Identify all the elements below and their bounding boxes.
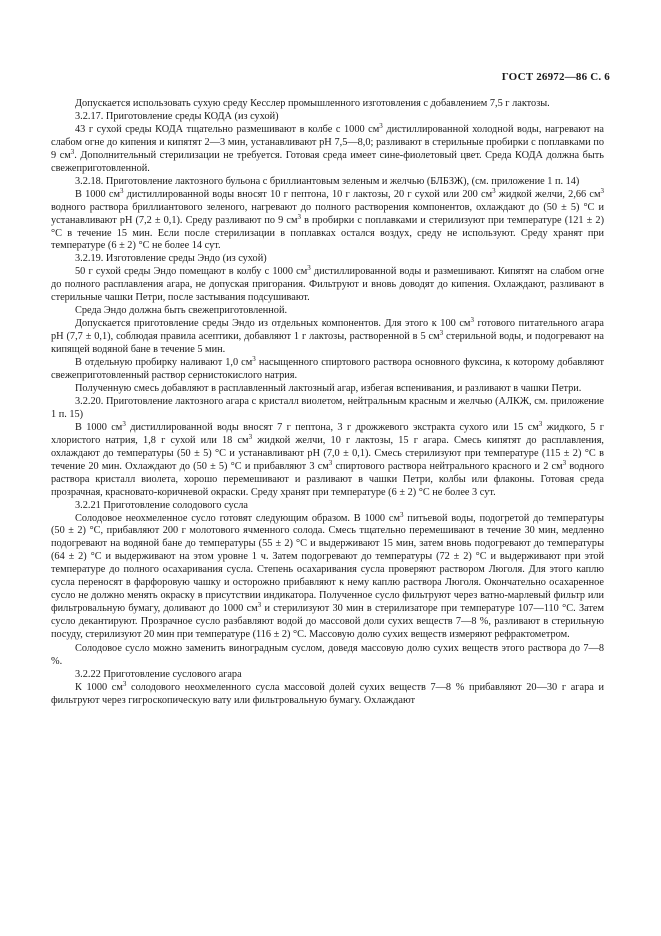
paragraph-text: дистиллированной воды вносят 10 г пептона, 10 г лактозы, 20 г сухой или 200 см bbox=[123, 188, 493, 200]
paragraph-text: 3.2.18. Приготовление лактозного бульона с бриллиантовым зеленым и желчью (БЛБЗЖ), (см. приложение 1 п. 14) bbox=[75, 175, 580, 187]
paragraph-text: В 1000 см bbox=[75, 188, 120, 200]
paragraph-text: Допускается приготовление среды Эндо из отдельных компонентов. Для этого к 100 см bbox=[75, 318, 471, 330]
paragraph-text: . Дополнительный стерилизации не требуется. Готовая среда имеет сине-фиолетовый цвет. Среда КОДА должна быть свежеприготовленной. bbox=[51, 149, 604, 174]
paragraph bbox=[51, 318, 604, 357]
superscript: 3 bbox=[248, 432, 253, 441]
paragraph bbox=[51, 111, 604, 124]
paragraph bbox=[51, 121, 604, 176]
paragraph bbox=[51, 500, 604, 513]
paragraph-text: в пробирки с поплавками и стерилизуют при температуре (121 ± 2) °С в течение 15 мин. Если после стерилизации в поплавках остался воздух, среду не используют. Среду хранят при температуре (6 ± 2) °С не более 14 сут. bbox=[51, 214, 604, 252]
paragraph-text: жидкой желчи, 2,66 см bbox=[495, 188, 601, 200]
superscript: 3 bbox=[600, 186, 604, 195]
paragraph-text: жидкого, 5 г хлористого натрия, 1,8 г сухой или 18 см bbox=[51, 421, 604, 446]
paragraph bbox=[51, 383, 604, 396]
superscript: 3 bbox=[119, 186, 124, 195]
superscript: 3 bbox=[328, 458, 333, 467]
paragraph-text: 50 г сухой среды Эндо помещают в колбу с 1000 см bbox=[75, 266, 308, 278]
superscript: 3 bbox=[307, 264, 311, 273]
paragraph bbox=[51, 98, 604, 111]
paragraph bbox=[51, 396, 604, 422]
paragraph-text: и стерилизуют 30 мин в стерилизаторе при температуре 107—110 °С. Затем сусло декантируют. Прозрачное сусло разбавляют водой до массовой доли сухих веществ 7—8 %, разливают в стерильную посуду, стерилизуют 20 мин при температуре (116 ± 2) °С. Массовую долю сухих веществ измеряют рефрактометром. bbox=[51, 603, 604, 641]
paragraph bbox=[51, 510, 604, 643]
paragraph-text: водного раствора кристалл виолета, хорошо перемешивают и разливают в чашки Петри, колбы или флаконы. Готовая среда прозрачная, красновато-коричневой окраски. Среду хранят при температуре (6 ± 2) °С не более 3 сут. bbox=[51, 460, 604, 498]
page-header: ГОСТ 26972—86 С. 6 bbox=[501, 71, 610, 83]
superscript: 3 bbox=[122, 419, 126, 428]
paragraph-text: спиртового раствора нейтрального красного и 2 см bbox=[332, 460, 563, 472]
paragraph bbox=[51, 679, 604, 708]
paragraph-text: питьевой воды, подогретой до температуры (50 ± 2) °С, прибавляют 200 г молотового ячменного солода. Смесь тщательно перемешивают в течение 30 мин, медленно подогревают на водяной бане до температуры (55 ± 2) °С и выдерживают 15 мин, затем вновь подогревают до температуры (64 ± 2) °С и выдерживают на этом уровне 1 ч. Затем подогревают до температуры (72 ± 2) °С и выдерживают при этой температуре до полного осахаривания сусла. Степень осахаривания сусла проверяют раствором Люголя. Для этого каплю сусла переносят в фарфоровую чашку и осторожно прибавляют к нему каплю раствора Люголя. Окончательно осахаренное сусло не должно менять окраску в присутствии индикатора. Полученное сусло фильтруют через ватно-марлевый фильтр или фильтровальную бумагу, доливают до 1000 см bbox=[51, 512, 604, 615]
superscript: 3 bbox=[70, 147, 75, 156]
superscript: 3 bbox=[492, 186, 496, 195]
superscript: 3 bbox=[439, 329, 444, 338]
paragraph-text: жидкой желчи, 10 г лактозы, 15 г агара. Смесь кипятят до расплавления, охлаждают до температуры (50 ± 5) °С и устанавливают рН (7,0 ± 0,1). Смесь стерилизуют при температуре (115 ± 2) °С в течение 20 мин. Охлаждают до (50 ± 5) °С и прибавляют 3 см bbox=[51, 434, 604, 472]
superscript: 3 bbox=[470, 316, 474, 325]
paragraph-text: солодового неохмеленного сусла массовой долей сухих веществ 7—8 % прибавляют 20—30 г агара и фильтруют через гигроскопическую вату или фильтровальную бумагу. Охлаждают bbox=[51, 681, 604, 706]
paragraph bbox=[51, 357, 604, 383]
paragraph-text: насыщенного спиртового раствора основного фуксина, к которому добавляют свежеприготовленный раствор сернистокислого натрия. bbox=[51, 357, 605, 382]
paragraph-text: дистиллированной холодной воды, нагревают на слабом огне до кипения и кипятят 2—3 мин, устанавливают рН 7,5—8,0; разливают в стерильные пробирки с поплавками по 9 см bbox=[51, 123, 604, 161]
superscript: 3 bbox=[252, 355, 256, 364]
paragraph-text: готового питательного агара рН (7,7 ± 0,1), соблюдая правила асептики, добавляют 1 г лактозы, растворенной в 5 см bbox=[51, 318, 604, 343]
paragraph-text: 3.2.17. Приготовление среды КОДА (из сухой) bbox=[75, 110, 279, 122]
document-body bbox=[51, 98, 604, 708]
paragraph-text: Солодовое сусло можно заменить виноградным суслом, доведя массовую долю сухих веществ этого раствора до 7—8 %. bbox=[51, 643, 604, 667]
paragraph-text: К 1000 см bbox=[75, 681, 123, 693]
paragraph-text: стерильной воды, и подогревают на кипящей водяной бане в течение 5 мин. bbox=[51, 331, 605, 356]
superscript: 3 bbox=[297, 212, 301, 221]
paragraph-text: 3.2.22 Приготовление суслового агара bbox=[75, 668, 242, 680]
paragraph-text: Полученную смесь добавляют в расплавленный лактозный агар, избегая вспенивания, и разливают в чашки Петри. bbox=[75, 382, 582, 394]
paragraph-text: 3.2.19. Изготовление среды Эндо (из сухой) bbox=[75, 253, 267, 265]
superscript: 3 bbox=[400, 510, 404, 519]
paragraph-text: дистиллированной воды вносят 7 г пептона, 3 г дрожжевого экстракта сухого или 15 см bbox=[125, 421, 539, 433]
paragraph bbox=[51, 419, 604, 500]
paragraph bbox=[51, 669, 604, 682]
paragraph-text: В отдельную пробирку наливают 1,0 см bbox=[75, 357, 253, 369]
superscript: 3 bbox=[379, 121, 383, 130]
paragraph bbox=[51, 253, 604, 266]
paragraph-text: 3.2.20. Приготовление лактозного агара с кристалл виолетом, нейтральным красным и желчью (АЛКЖ, см. приложение 1 п. 15) bbox=[51, 395, 604, 420]
paragraph-text: Солодовое неохмеленное сусло готовят следующим образом. В 1000 см bbox=[75, 512, 400, 524]
paragraph-text: дистиллированной воды и размешивают. Кипятят на слабом огне до полного расплавления агара, не допуская пригорания. Фильтруют и вновь доводят до кипения. Охлаждают, разливают в стерильные чашки Петри, после застывания подсушивают. bbox=[51, 266, 605, 304]
paragraph bbox=[51, 186, 604, 254]
superscript: 3 bbox=[257, 601, 262, 610]
paragraph bbox=[51, 176, 604, 189]
superscript: 3 bbox=[538, 419, 543, 428]
paragraph-text: В 1000 см bbox=[75, 421, 123, 433]
paragraph-text: 3.2.21 Приготовление солодового сусла bbox=[75, 499, 248, 511]
paragraph bbox=[51, 266, 604, 305]
paragraph bbox=[51, 643, 604, 669]
paragraph-text: водного раствора бриллиантового зеленого, нагревают до полного растворения компонентов, охлаждают до (50 ± 5) °С и устанавливают рН (7,2 ± 0,1). Среду разливают по 9 см bbox=[51, 201, 604, 226]
paragraph bbox=[51, 305, 604, 318]
paragraph-text: Допускается использовать сухую среду Кесслер промышленного изготовления с добавлением 7,5 г лактозы. bbox=[75, 98, 550, 109]
paragraph-text: Среда Эндо должна быть свежеприготовленной. bbox=[75, 305, 288, 317]
superscript: 3 bbox=[562, 458, 567, 467]
paragraph-text: 43 г сухой среды КОДА тщательно размешивают в колбе с 1000 см bbox=[75, 123, 380, 135]
superscript: 3 bbox=[122, 679, 127, 688]
